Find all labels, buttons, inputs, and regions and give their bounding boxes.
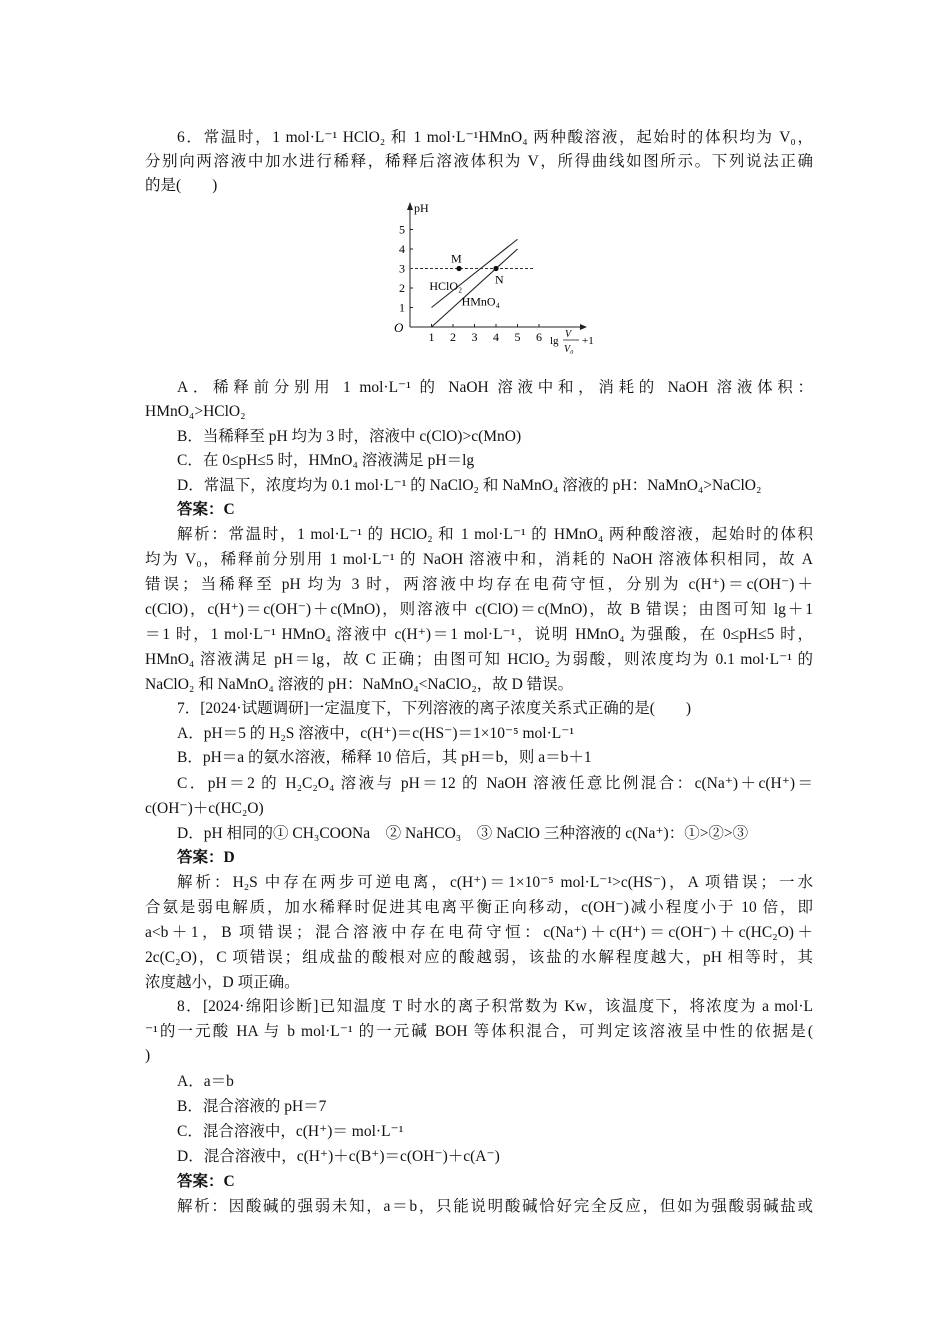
x-axis-title — [550, 329, 594, 355]
q7-explanation-line-4: 2c(C₂O)，C 项错误；组成盐的酸根对应的酸越弱，该盐的水解程度越大，pH 相等时，其 — [145, 949, 813, 966]
q7-explanation-line-5: 浓度越小，D 项正确。 — [145, 974, 300, 991]
q8-stem-line-3: ) — [145, 1047, 151, 1064]
ph-dilution-chart — [385, 190, 615, 360]
q6-explanation-line-4: c(ClO)，c(H⁺)＝c(OH⁻)＋c(MnO)，则溶液中 c(ClO)＝c(MnO)，故 B 错误；由图可知 lg＋1 — [145, 601, 813, 618]
q6-option-b: B．当稀释至 pH 均为 3 时，溶液中 c(ClO)>c(MnO) — [177, 428, 522, 445]
q6-stem-line-1: 6．常温时，1 mol·L⁻¹ HClO₂ 和 1 mol·L⁻¹HMnO₄ 两种酸溶液，起始时的体积均为 V₀， — [177, 129, 813, 146]
q6-option-c: C．在 0≤pH≤5 时，HMnO₄ 溶液满足 pH＝lg — [177, 452, 475, 469]
q7-option-d: D．pH 相同的① CH₃COONa ② NaHCO₃ ③ NaClO 三种溶液的 c(Na⁺)：①>②>③ — [177, 825, 749, 842]
q7-option-c-line-2: c(OH⁻)＋c(HC₂O) — [145, 800, 264, 817]
q8-option-b: B．混合溶液的 pH＝7 — [177, 1098, 327, 1115]
y-tick-label: 4 — [399, 242, 405, 256]
q7-explanation-line-3: a<b＋1，B 项错误；混合溶液中存在电荷守恒：c(Na⁺)＋c(H⁺)＝c(OH⁻)＋c(HC₂O)＋ — [145, 924, 813, 941]
svg-text:V: V — [565, 329, 572, 340]
q8-option-c: C．混合溶液中，c(H⁺)＝ mol·L⁻¹ — [177, 1123, 404, 1140]
q7-explanation-line-2: 合氨是弱电解质，加水稀释时促进其电离平衡正向移动，c(OH⁻)减小程度小于 10 倍，即 — [145, 899, 813, 916]
q7-option-a: A．pH＝5 的 H₂S 溶液中，c(H⁺)＝c(HS⁻)＝1×10⁻⁵ mol·L⁻¹ — [177, 725, 575, 742]
y-axis-arrow — [407, 202, 413, 210]
q7-option-b: B．pH＝a 的氨水溶液，稀释 10 倍后，其 pH＝b，则 a＝b＋1 — [177, 749, 592, 766]
origin-label: O — [394, 320, 404, 335]
q7-option-c-line-1: C．pH＝2 的 H₂C₂O₄ 溶液与 pH＝12 的 NaOH 溶液任意比例混合：c(Na⁺)＋c(H⁺)＝ — [177, 775, 813, 792]
series-label-hmno4: HMnO₄ — [461, 294, 500, 309]
q6-explanation-line-1: 解析：常温时，1 mol·L⁻¹ 的 HClO₂ 和 1 mol·L⁻¹ 的 HMnO₄ 两种酸溶液，起始时的体积 — [177, 526, 813, 543]
svg-text:V₀: V₀ — [564, 344, 574, 355]
q6-answer: 答案：C — [177, 501, 235, 518]
q6-stem-line-2: 分别向两溶液中加水进行稀释，稀释后溶液体积为 V，所得曲线如图所示。下列说法正确 — [145, 153, 813, 170]
point-n — [493, 266, 498, 271]
y-axis-label: pH — [414, 201, 429, 215]
q6-stem-line-3: 的是( ) — [145, 177, 218, 194]
y-tick-label: 5 — [399, 222, 405, 237]
y-tick-label: 3 — [399, 261, 405, 276]
x-tick-label: 1 — [428, 330, 435, 344]
svg-text:+1: +1 — [582, 335, 594, 347]
q6-option-a-line-1: A．稀释前分别用 1 mol·L⁻¹ 的 NaOH 溶液中和，消耗的 NaOH 溶液体积： — [177, 379, 813, 396]
q6-explanation-line-5: ＝1 时，1 mol·L⁻¹ HMnO₄ 溶液中 c(H⁺)＝1 mol·L⁻¹，说明 HMnO₄ 为强酸，在 0≤pH≤5 时， — [145, 626, 813, 643]
q8-stem-line-2: ⁻¹的一元酸 HA 与 b mol·L⁻¹ 的一元碱 BOH 等体积混合，可判定该溶液呈中性的依据是( — [145, 1023, 813, 1040]
x-tick-label: 3 — [471, 330, 478, 344]
svg-text:lg: lg — [550, 335, 559, 347]
y-tick-label: 2 — [399, 281, 405, 295]
q8-answer: 答案：C — [177, 1173, 235, 1190]
q6-option-a-line-2: HMnO₄>HClO₂ — [145, 403, 246, 420]
y-tick-label: 1 — [399, 300, 405, 315]
x-tick-label: 4 — [493, 330, 499, 344]
q7-explanation-line-1: 解析：H₂S 中存在两步可逆电离，c(H⁺)＝1×10⁻⁵ mol·L⁻¹>c(HS⁻)，A 项错误；一水 — [177, 874, 813, 891]
q6-explanation-line-7: NaClO₂ 和 NaMnO₄ 溶液的 pH：NaMnO₄<NaClO₂，故 D 错误。 — [145, 676, 574, 693]
point-m — [456, 266, 461, 271]
q6-explanation-line-2: 均为 V₀，稀释前分别用 1 mol·L⁻¹ 的 NaOH 溶液中和，消耗的 NaOH 溶液体积相同，故 A — [145, 551, 813, 568]
x-tick-label: 5 — [514, 330, 521, 344]
q8-option-d: D．混合溶液中，c(H⁺)＋c(B⁺)＝c(OH⁻)＋c(A⁻) — [177, 1148, 500, 1165]
x-axis-arrow — [580, 324, 587, 330]
q8-stem-line-1: 8．[2024·绵阳诊断]已知温度 T 时水的离子积常数为 Kw，该温度下，将浓度为 a mol·L — [177, 998, 813, 1015]
x-tick-label: 2 — [450, 330, 456, 344]
x-tick-label: 6 — [536, 330, 542, 344]
point-label-n: N — [495, 272, 504, 287]
q6-option-d: D．常温下，浓度均为 0.1 mol·L⁻¹ 的 NaClO₂ 和 NaMnO₄ 溶液的 pH：NaMnO₄>NaClO₂ — [177, 477, 762, 494]
q7-answer: 答案：D — [177, 849, 235, 866]
series-label-hclo2: HClO₂ — [429, 278, 463, 293]
q6-explanation-line-6: HMnO₄ 溶液满足 pH＝lg，故 C 正确；由图可知 HClO₂ 为弱酸，则浓度均为 0.1 mol·L⁻¹ 的 — [145, 651, 813, 668]
q6-explanation-line-3: 错误；当稀释至 pH 均为 3 时，两溶液中均存在电荷守恒，分别为 c(H⁺)＝c(OH⁻)＋ — [145, 576, 813, 593]
q8-explanation-line-1: 解析：因酸碱的强弱未知，a＝b，只能说明酸碱恰好完全反应，但如为强酸弱碱盐或 — [177, 1198, 813, 1215]
point-label-m: M — [451, 251, 462, 266]
q8-option-a: A．a＝b — [177, 1073, 234, 1090]
q7-stem: 7．[2024·试题调研]一定温度下，下列溶液的离子浓度关系式正确的是( ) — [177, 700, 692, 717]
